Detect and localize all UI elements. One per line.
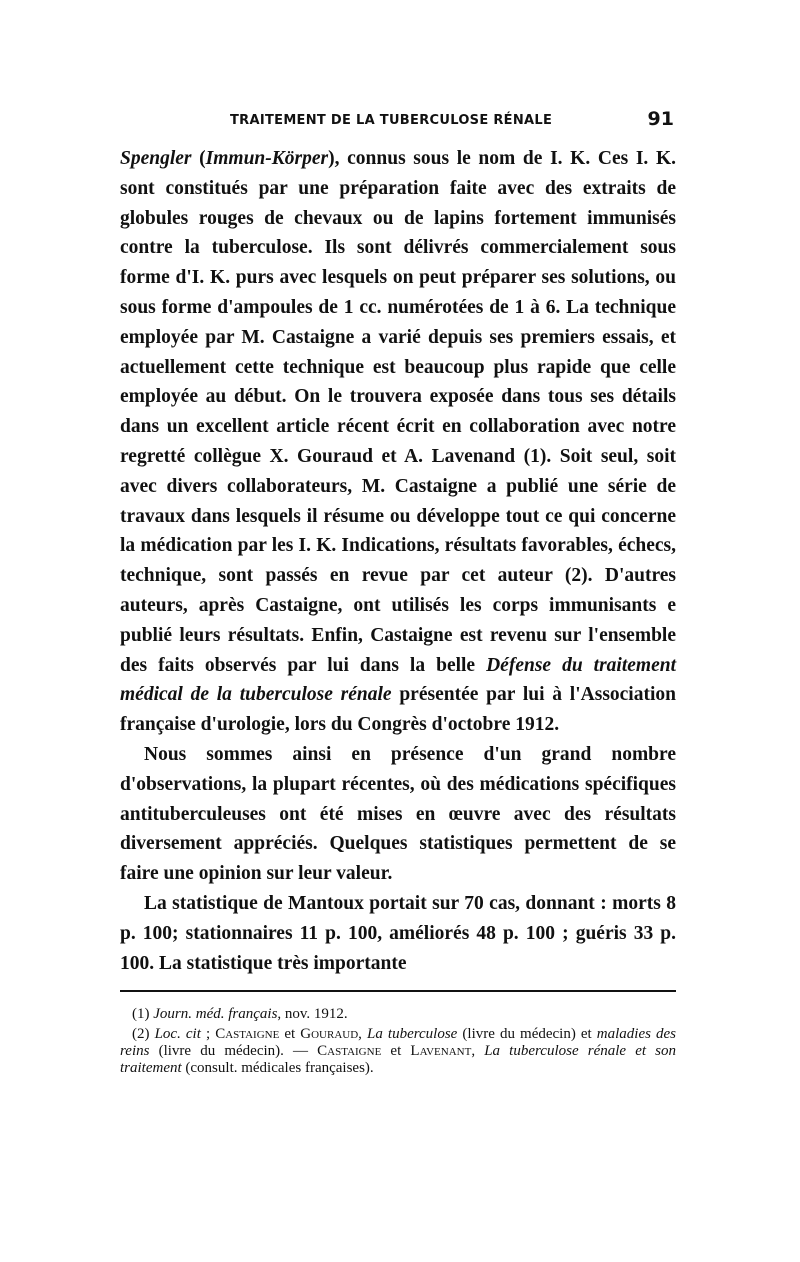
- italic-citation: maladies des reins: [120, 1026, 677, 1060]
- text-run: et: [381, 1043, 411, 1060]
- text-run: ;: [200, 1026, 216, 1043]
- text-run: ,: [471, 1043, 485, 1060]
- paragraph-continuation: [120, 144, 676, 740]
- footnote-2: [120, 1026, 676, 1077]
- italic-term: Immun-Körper: [205, 148, 329, 169]
- italic-citation: Loc. cit: [154, 1026, 201, 1043]
- italic-citation: La tuberculose: [367, 1026, 458, 1043]
- text-run: présentée par lui à l'Association française d'urologie, lors du Congrès d'octobre 1912.: [120, 684, 676, 736]
- running-head: [120, 108, 676, 144]
- footnote-marker: (2): [132, 1026, 155, 1043]
- italic-citation: La tuberculose rénale et son traitement: [120, 1043, 676, 1077]
- text-run: (livre du médecin) et: [457, 1026, 597, 1043]
- text-run: (livre du médecin). —: [149, 1043, 318, 1060]
- author-small-caps: Castaigne: [215, 1026, 280, 1043]
- text-run: ), connus sous le nom de I. K. Ces I. K. sont constitués par une préparation faite avec des extraits de globules rouges de chevaux ou de lapins fortement immunisés contre la tuberculose. Ils sont délivrés commercialement sous forme d'I. K. purs avec lesquels on peut préparer ses solutions, ou sous forme d'ampoules de 1 cc. numérotées de 1 à 6. La technique employée par M. Castaigne a varié depuis ses premiers essais, et actuellement cette technique est beaucoup plus rapide que celle employée au début. On le trouvera exposée dans tous ses détails dans un excellent article récent écrit en collaboration avec notre regretté collègue X. Gouraud et A. Lavenand (1). Soit seul, soit avec divers collaborateurs, M. Castaigne a publié une série de travaux dans lesquels il résume ou développe tout ce qui concerne la médication par les I. K. Indications, résultats favorables, échecs, technique, sont passés en revue par cet auteur (2). D'autres auteurs, après Castaigne, ont utilisés les corps immunisants e publié leurs résultats. Enfin, Castaigne est revenu sur l'ensemble des faits observés par lui dans la belle: [120, 148, 676, 676]
- footnote-1: [120, 1006, 676, 1023]
- running-title: TRAITEMENT DE LA TUBERCULOSE RÉNALE: [230, 113, 553, 128]
- paragraph-observations: Nous sommes ainsi en présence d'un grand nombre d'observations, la plupart récentes, où des médications spécifiques antituberculeuses ont été mises en œuvre avec des résultats diversement appréciés. Quelques statistiques permettent de se faire une opinion sur leur valeur.: [120, 743, 676, 885]
- footnotes: [120, 1006, 676, 1077]
- text-run: et: [279, 1026, 301, 1043]
- paragraph-statistics: La statistique de Mantoux portait sur 70 cas, donnant : morts 8 p. 100; stationnaires 11 p. 100, améliorés 48 p. 100 ; guéris 33 p. 100. La statistique très importante: [120, 892, 676, 974]
- author-small-caps: Castaigne: [317, 1043, 382, 1060]
- text-run: , nov. 1912.: [277, 1006, 348, 1023]
- italic-title: Défense du traitement médical de la tuberculose rénale: [120, 654, 676, 706]
- author-name: Spengler: [120, 148, 192, 169]
- book-page: [120, 108, 676, 1077]
- author-small-caps: Gouraud: [300, 1026, 359, 1043]
- footnote-rule: [120, 990, 676, 992]
- footnote-marker: (1): [132, 1006, 154, 1023]
- author-small-caps: Lavenant: [410, 1043, 472, 1060]
- text-run: (consult. médicales françaises).: [181, 1060, 374, 1077]
- italic-citation: Journ. méd. français: [153, 1006, 278, 1023]
- text-run: ,: [358, 1026, 367, 1043]
- text-run: (: [191, 148, 206, 169]
- page-number: 91: [647, 108, 674, 130]
